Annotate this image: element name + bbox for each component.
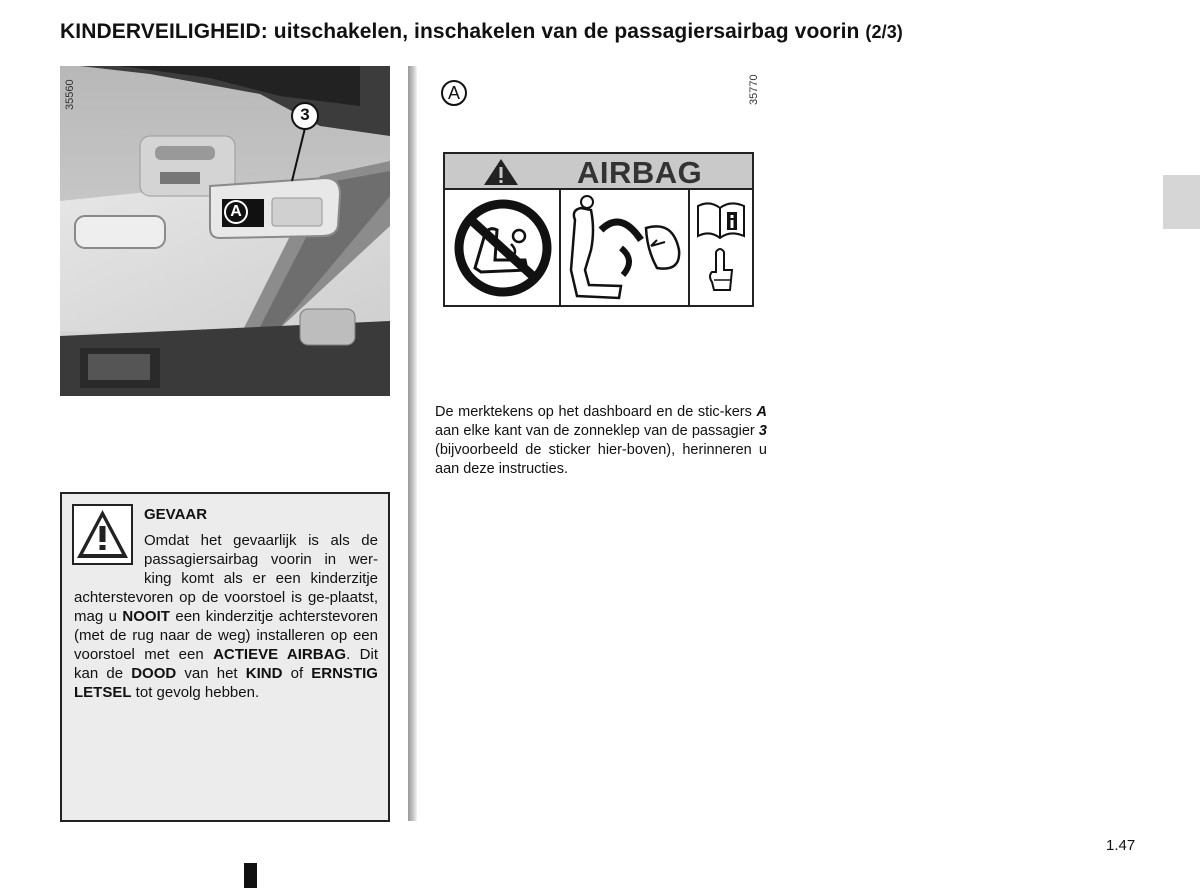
- callout-letter-a: A: [224, 200, 248, 224]
- figure-label-a: A: [441, 80, 467, 106]
- caption-text: De merktekens op het dashboard en de stic-kers A aan elke kant van de zonneklep van de passagier 3 (bijvoorbeeld de sticker hier-boven), herinneren u aan deze instructies.: [435, 404, 767, 477]
- callout-number-3: 3: [300, 105, 310, 124]
- airbag-deploy-icon: [561, 190, 688, 305]
- section-tab-marker: [1163, 175, 1200, 229]
- page-number: 1.47: [1106, 837, 1136, 854]
- sticker-cell-prohibition: [445, 190, 561, 305]
- column-divider: [408, 66, 417, 821]
- no-rear-facing-seat-icon: [445, 190, 559, 305]
- figure-code-left: 35560: [64, 79, 76, 110]
- visor-photo: [60, 66, 390, 396]
- danger-text: Omdat het gevaarlijk is als de passagiersairbag voorin in wer-king komt als er een kinderzitje achterstevoren op de voorstoel is ge-plaatst, mag u NOOIT een kinderzitje achterstevoren (met de rug naar de weg) installeren op een voorstoel met een ACTIEVE AIRBAG. Dit kan de DOOD van het KIND of ERNSTIG LETSEL tot gevolg hebben.: [74, 532, 379, 701]
- figure-code-right: 35770: [748, 74, 760, 105]
- read-manual-icon: [690, 190, 752, 305]
- airbag-sticker: [443, 152, 754, 307]
- page-title: [60, 20, 903, 44]
- danger-box: [60, 492, 390, 822]
- warning-triangle-icon: [483, 158, 519, 186]
- sticker-word: AIRBAG: [577, 155, 703, 190]
- sticker-cell-manual: [690, 190, 752, 305]
- title-part: (2/3): [865, 22, 903, 42]
- sticker-header: [445, 154, 752, 190]
- title-text: KINDERVEILIGHEID: uitschakelen, inschakelen van de passagiersairbag voorin: [60, 20, 860, 43]
- bottom-crop-mark: [244, 863, 257, 888]
- sticker-cell-airbag: [561, 190, 690, 305]
- danger-title: GEVAAR: [144, 506, 208, 523]
